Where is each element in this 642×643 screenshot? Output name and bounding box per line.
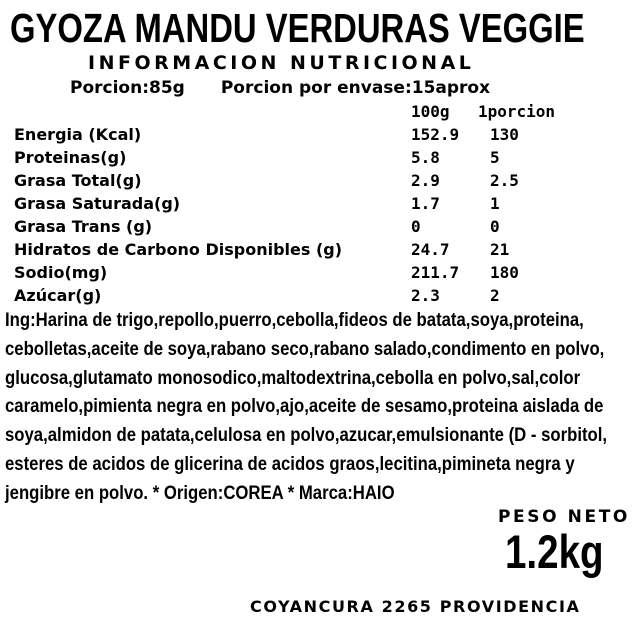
nutrient-label: Grasa Trans (g)	[14, 217, 153, 236]
net-weight-label: PESO NETO	[498, 507, 630, 527]
nutrient-label: Azúcar(g)	[14, 286, 102, 305]
table-row	[0, 146, 642, 169]
value-per-portion: 2.5	[490, 171, 519, 190]
portion-info	[70, 77, 490, 99]
nutrient-label: Hidratos de Carbono Disponibles (g)	[14, 240, 343, 259]
value-per-portion: 130	[490, 125, 519, 144]
ingredients-line: cebolletas,aceite de soya,rabano seco,rabano salado,condimento en polvo,	[5, 338, 605, 360]
value-per-100g: 0	[411, 217, 421, 236]
value-per-100g: 152.9	[411, 125, 460, 144]
table-row	[0, 215, 642, 238]
value-per-100g: 5.8	[411, 148, 440, 167]
table-row	[0, 261, 642, 284]
table-row	[0, 238, 642, 261]
column-header-portion: 1porcion	[478, 102, 556, 121]
product-title: GYOZA MANDU VERDURAS VEGGIE	[10, 5, 585, 51]
value-per-100g: 2.9	[411, 171, 440, 190]
value-per-100g: 24.7	[411, 240, 450, 259]
portion-size: Porcion:85g	[70, 78, 185, 98]
value-per-portion: 180	[490, 263, 519, 282]
ingredients-line: Ing:Harina de trigo,repollo,puerro,cebolla,fideos de batata,soya,proteina,	[5, 310, 584, 331]
nutrient-label: Sodio(mg)	[14, 263, 108, 282]
value-per-portion: 1	[490, 194, 500, 213]
nutrition-heading: INFORMACION NUTRICIONAL	[88, 52, 475, 74]
value-per-portion: 0	[490, 217, 500, 236]
ingredients-line: jengibre en polvo. * Origen:COREA * Marca:HAIO	[5, 482, 395, 504]
ingredients-line: glucosa,glutamato monosodico,maltodextrina,cebolla en polvo,sal,color	[5, 367, 581, 389]
value-per-portion: 5	[490, 148, 500, 167]
nutrient-label: Grasa Total(g)	[14, 171, 142, 190]
column-header-100g: 100g	[411, 102, 450, 121]
value-per-100g: 1.7	[411, 194, 440, 213]
net-weight-value: 1.2kg	[505, 525, 604, 578]
table-row	[0, 284, 642, 307]
ingredients-list	[5, 307, 637, 509]
table-row	[0, 169, 642, 192]
portions-per-pack: Porcion por envase:15aprox	[220, 78, 491, 98]
nutrient-label: Proteinas(g)	[14, 148, 127, 167]
nutrient-label: Energia (Kcal)	[14, 125, 142, 144]
address: COYANCURA 2265 PROVIDENCIA	[250, 597, 581, 616]
ingredients-line: soya,almidon de patata,celulosa en polvo,azucar,emulsionante (D - sorbitol,	[5, 425, 608, 447]
nutrient-label: Grasa Saturada(g)	[14, 194, 181, 213]
value-per-portion: 21	[490, 240, 510, 259]
ingredients-line: esteres de acidos de glicerina de acidos graos,lecitina,pimineta negra y	[5, 453, 575, 475]
table-row	[0, 192, 642, 215]
table-row	[0, 123, 642, 146]
value-per-portion: 2	[490, 286, 500, 305]
ingredients-line: caramelo,pimienta negra en polvo,ajo,aceite de sesamo,proteina aislada de	[5, 396, 604, 418]
value-per-100g: 211.7	[411, 263, 460, 282]
value-per-100g: 2.3	[411, 286, 440, 305]
